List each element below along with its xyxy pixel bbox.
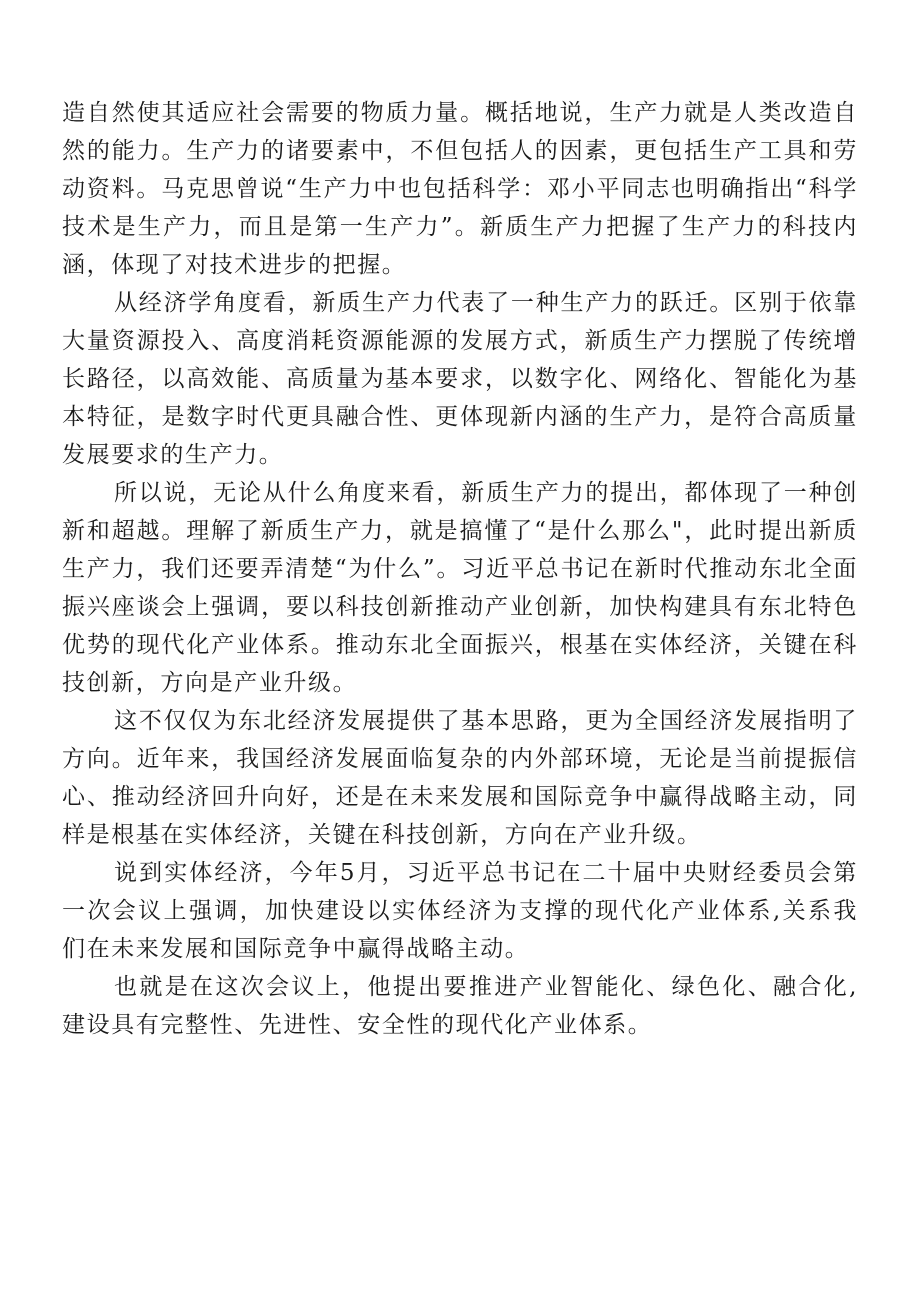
paragraph-1: 造自然使其适应社会需要的物质力量。概括地说，生产力就是人类改造自然的能力。生产力的诸要素中，不但包括人的因素，更包括生产工具和劳动资料。马克思曾说“生产力中也包括科学：邓小平同志也明确指出“科学技术是生产力，而且是第一生产力”。新质生产力把握了生产力的科技内涵，体现了对技术进步的把握。 <box>62 100 858 278</box>
paragraph-2: 从经济学角度看，新质生产力代表了一种生产力的跃迁。区别于依靠大量资源投入、高度消耗资源能源的发展方式，新质生产力摆脱了传统增长路径，以高效能、高质量为基本要求，以数字化、网络化、智能化为基本特征，是数字时代更具融合性、更体现新内涵的生产力，是符合高质量发展要求的生产力。 <box>62 290 858 468</box>
paragraph-3: 所以说，无论从什么角度来看，新质生产力的提出，都体现了一种创新和超越。理解了新质生产力，就是搞懂了“是什么那么"，此时提出新质生产力，我们还要弄清楚“为什么”。习近平总书记在新时代推动东北全面振兴座谈会上强调，要以科技创新推动产业创新，加快构建具有东北特色优势的现代化产业体系。推动东北全面振兴，根基在实体经济，关键在科技创新，方向是产业升级。 <box>62 480 858 696</box>
paragraph-5: 说到实体经济，今年5月，习近平总书记在二十届中央财经委员会第一次会议上强调，加快建设以实体经济为支撑的现代化产业体系,关系我们在未来发展和国际竞争中赢得战略主动。 <box>62 860 858 962</box>
document-body <box>62 94 858 1044</box>
paragraph-6: 也就是在这次会议上，他提出要推进产业智能化、绿色化、融合化,建设具有完整性、先进性、安全性的现代化产业体系。 <box>62 974 858 1038</box>
paragraph-4: 这不仅仅为东北经济发展提供了基本思路，更为全国经济发展指明了方向。近年来，我国经济发展面临复杂的内外部环境，无论是当前提振信心、推动经济回升向好，还是在未来发展和国际竞争中赢得战略主动，同样是根基在实体经济，关键在科技创新，方向在产业升级。 <box>62 708 858 848</box>
